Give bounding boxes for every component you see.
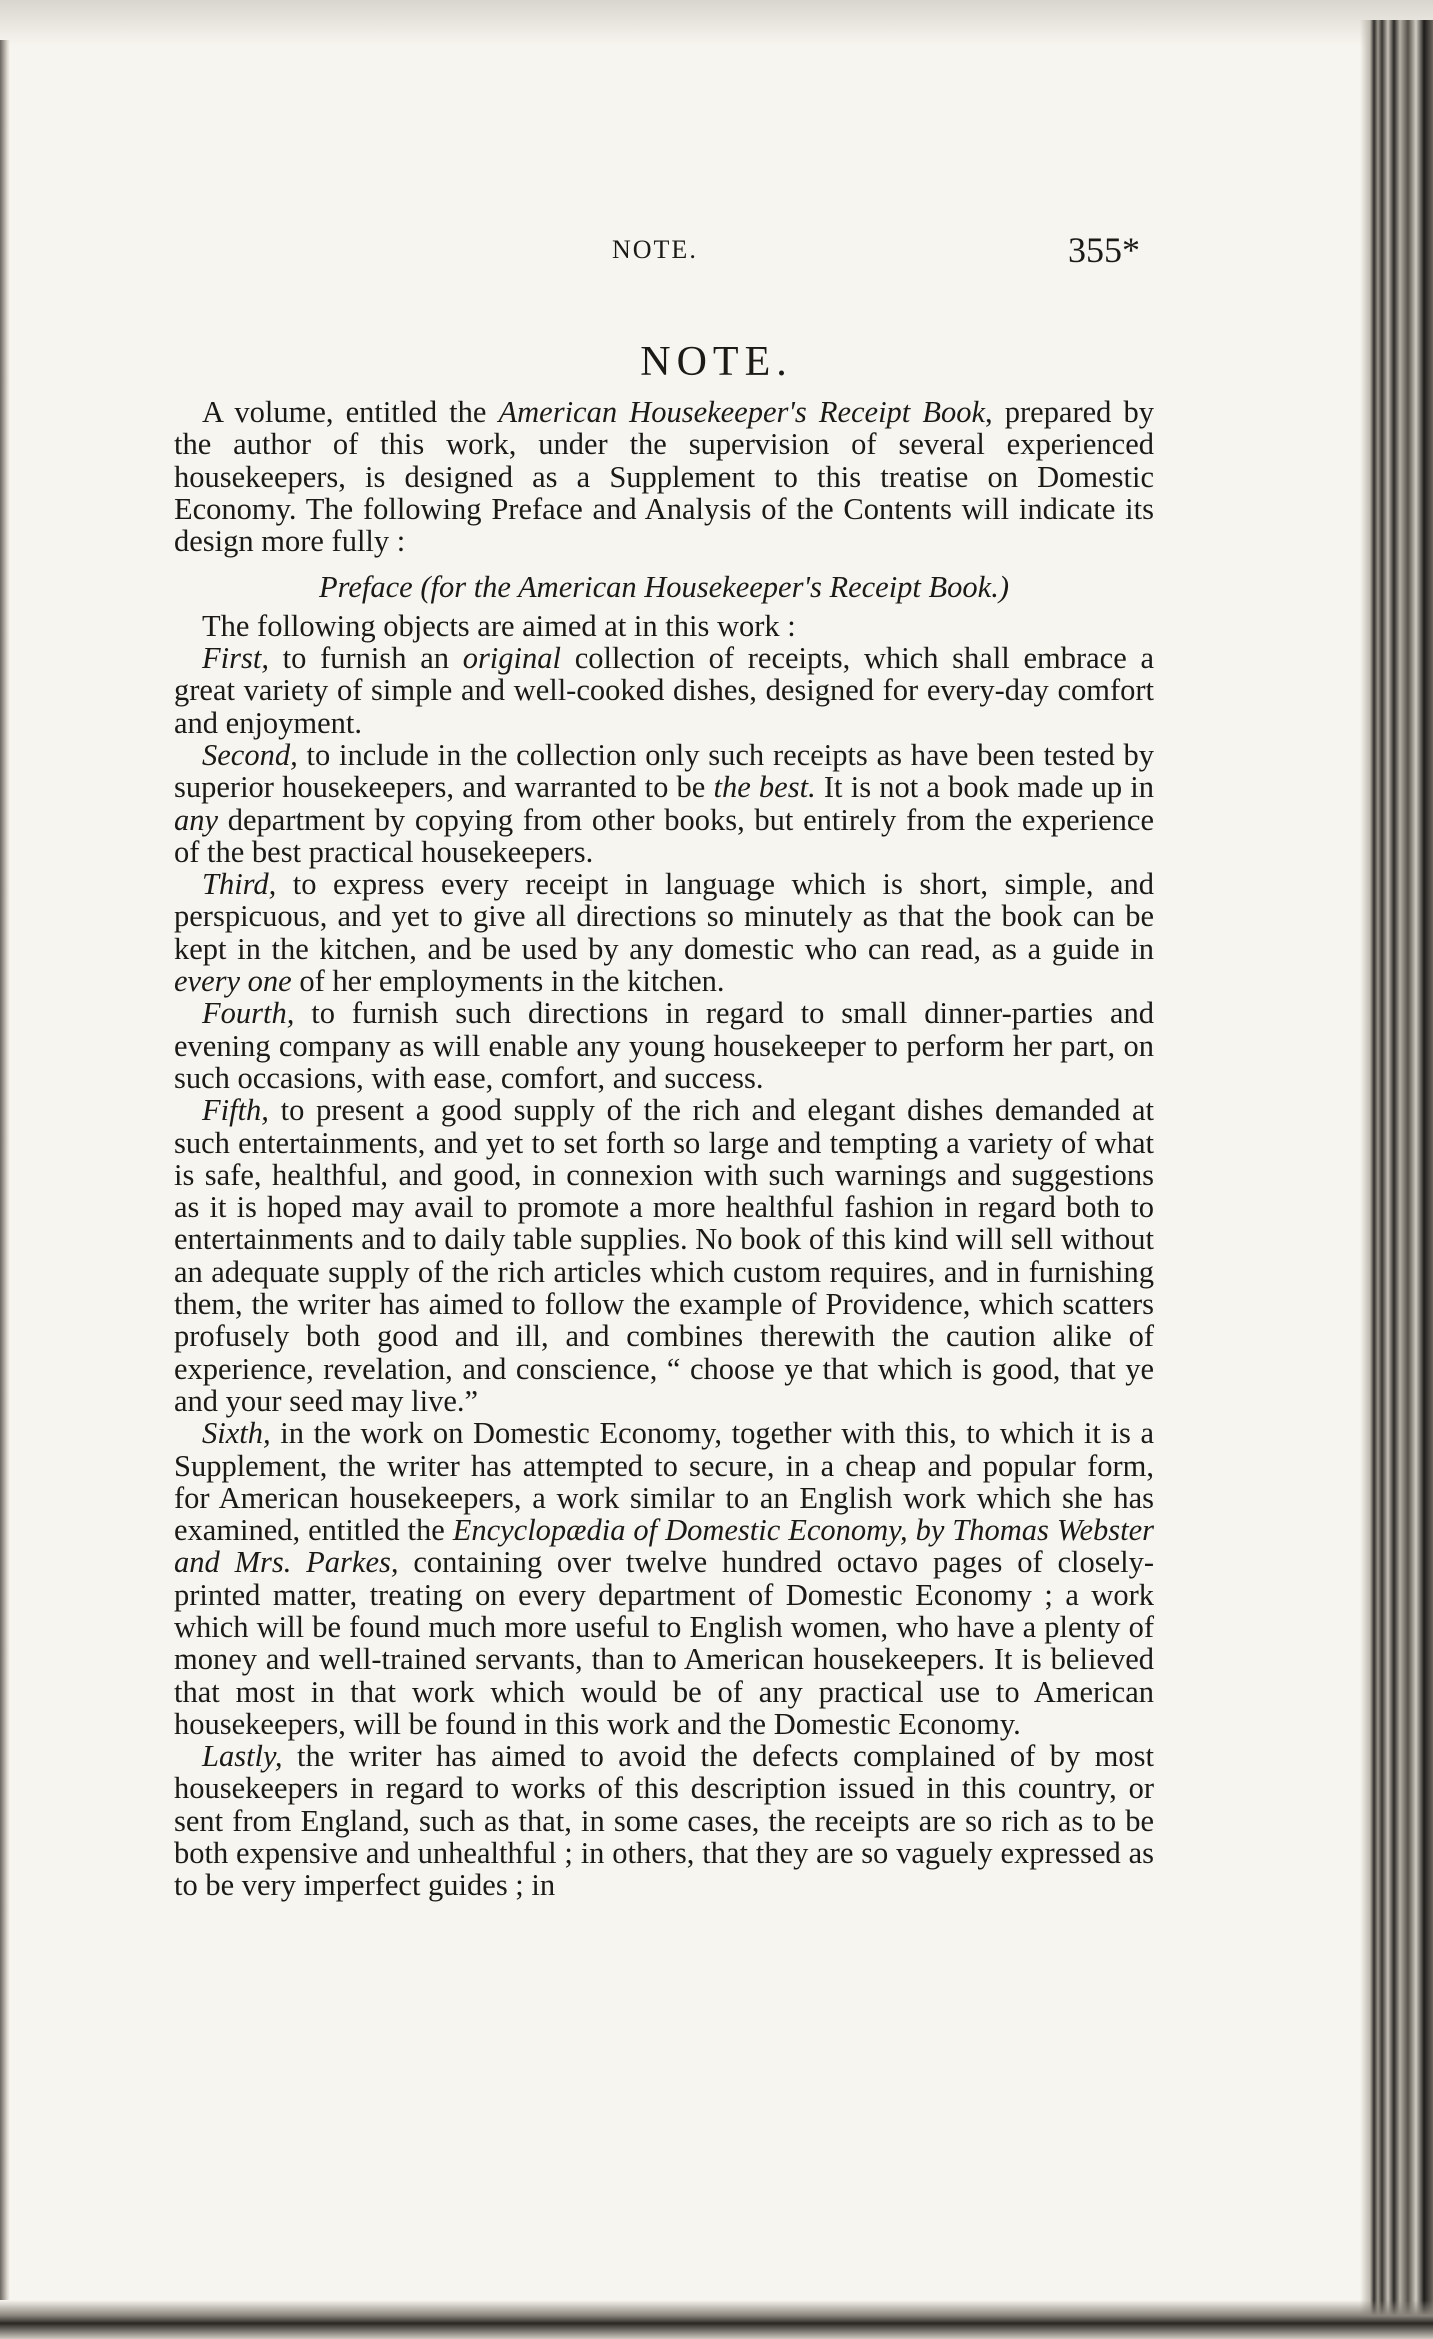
paragraph-lastly <box>174 1740 1154 1901</box>
text-run: The following objects are aimed at in this work : <box>202 608 796 643</box>
italic-run: First, <box>202 641 269 676</box>
text-run: containing over twelve hundred octavo pages of closely-printed matter, treating on every department of Domestic Economy ; a work which will be found much more useful to English women, who have a plenty of money and well-trained servants, than to American housekeepers. It is believed that most in that work which would be of any practical use to American housekeepers, will be found in this work and the Domestic Economy. <box>174 1545 1154 1741</box>
text-run: It is not a book made up in <box>815 770 1154 805</box>
paragraph-third <box>174 868 1154 997</box>
italic-run: Fifth, <box>202 1093 269 1128</box>
italic-run: Third, <box>202 867 277 902</box>
body-text <box>174 396 1154 1902</box>
text-run: to include in the collection only such receipts as have been tested by superior housekeepers, and warranted to be <box>174 737 1154 805</box>
italic-run: any <box>174 802 219 837</box>
text-run: to present a good supply of the rich and elegant dishes demanded at such entertainments, and yet to set forth so large and tempting a variety of what is safe, healthful, and good, in connexion with such warnings and suggestions as it is hoped may avail to promote a more healthful fashion in regard both to entertainments and to daily table supplies. No book of this kind will sell without an adequate supply of the rich articles which custom requires, and in furnishing them, the writer has aimed to follow the example of Providence, which scatters profusely both good and ill, and combines therewith the caution alike of experience, revelation, and conscience, “ choose ye that which is good, that ye and your seed may live.” <box>174 1093 1154 1418</box>
text-run: to furnish such directions in regard to small dinner-parties and evening company as will enable any young housekeeper to perform her part, on such occasions, with ease, comfort, and success. <box>174 996 1154 1095</box>
preface-title <box>174 571 1154 603</box>
page-number: 355* <box>1068 230 1140 270</box>
italic-run: Fourth, <box>202 996 295 1031</box>
scan-bottom-edge <box>0 2300 1433 2339</box>
paragraph-intro <box>174 396 1154 557</box>
text-run: to furnish an <box>268 641 463 676</box>
italic-run: American Housekeeper's Receipt Book <box>498 395 986 429</box>
paragraph-first <box>174 642 1154 739</box>
italic-run: Lastly, <box>202 1739 283 1774</box>
italic-run: Encyclopædia of Domestic Economy, by Thomas Webster and Mrs. Parkes, <box>174 1513 1154 1580</box>
scan-top-shadow <box>0 0 1433 46</box>
paragraph-sixth <box>174 1417 1154 1740</box>
italic-run: Sixth, <box>202 1416 271 1451</box>
running-head <box>0 230 1433 275</box>
paragraph-fifth <box>174 1094 1154 1417</box>
text-run: in the work on Domestic Economy, together with this, to which it is a Supplement, the writer has attempted to secure, in a cheap and popular form, for American housekeepers, a work similar to an English work which she has examined, entitled the <box>174 1416 1154 1548</box>
text-run: to express every receipt in language which is short, simple, and perspicuous, and yet to give all directions so minutely as that the book can be kept in the kitchen, and be used by any domestic who can read, as a guide in <box>174 867 1154 966</box>
text-run: the writer has aimed to avoid the defects complained of by most housekeepers in regard to works of this description issued in this country, or sent from England, such as that, in some cases, the receipts are so rich as to be both expensive and unhealthful ; in others, that they are so vaguely expressed as to be very imperfect guides ; in <box>174 1739 1154 1903</box>
text-run: of her employments in the kitchen. <box>291 964 725 999</box>
running-title: NOTE. <box>612 235 698 264</box>
paragraph-objects <box>174 610 1154 642</box>
page-title: NOTE. <box>640 339 793 385</box>
italic-run: every one <box>174 964 292 999</box>
text-run: , prepared by the author of this work, under the supervision of several experienced housekeepers, is designed as a Supplement to this treatise on Domestic Economy. The following Preface and Analysis of the Contents will indicate its design more fully : <box>174 395 1155 559</box>
paragraph-second <box>174 739 1154 868</box>
italic-run: the best. <box>713 770 816 805</box>
italic-run: Preface (for the American Housekeeper's Receipt Book.) <box>319 570 1009 605</box>
italic-run: original <box>462 641 561 676</box>
paragraph-fourth <box>174 997 1154 1094</box>
italic-run: Second, <box>202 737 298 772</box>
text-run: department by copying from other books, but entirely from the experience of the best practical housekeepers. <box>174 802 1154 869</box>
text-run: A volume, entitled the <box>202 395 499 429</box>
text-run: collection of receipts, which shall embrace a great variety of simple and well-cooked dishes, designed for every-day comfort and enjoyment. <box>174 641 1154 740</box>
